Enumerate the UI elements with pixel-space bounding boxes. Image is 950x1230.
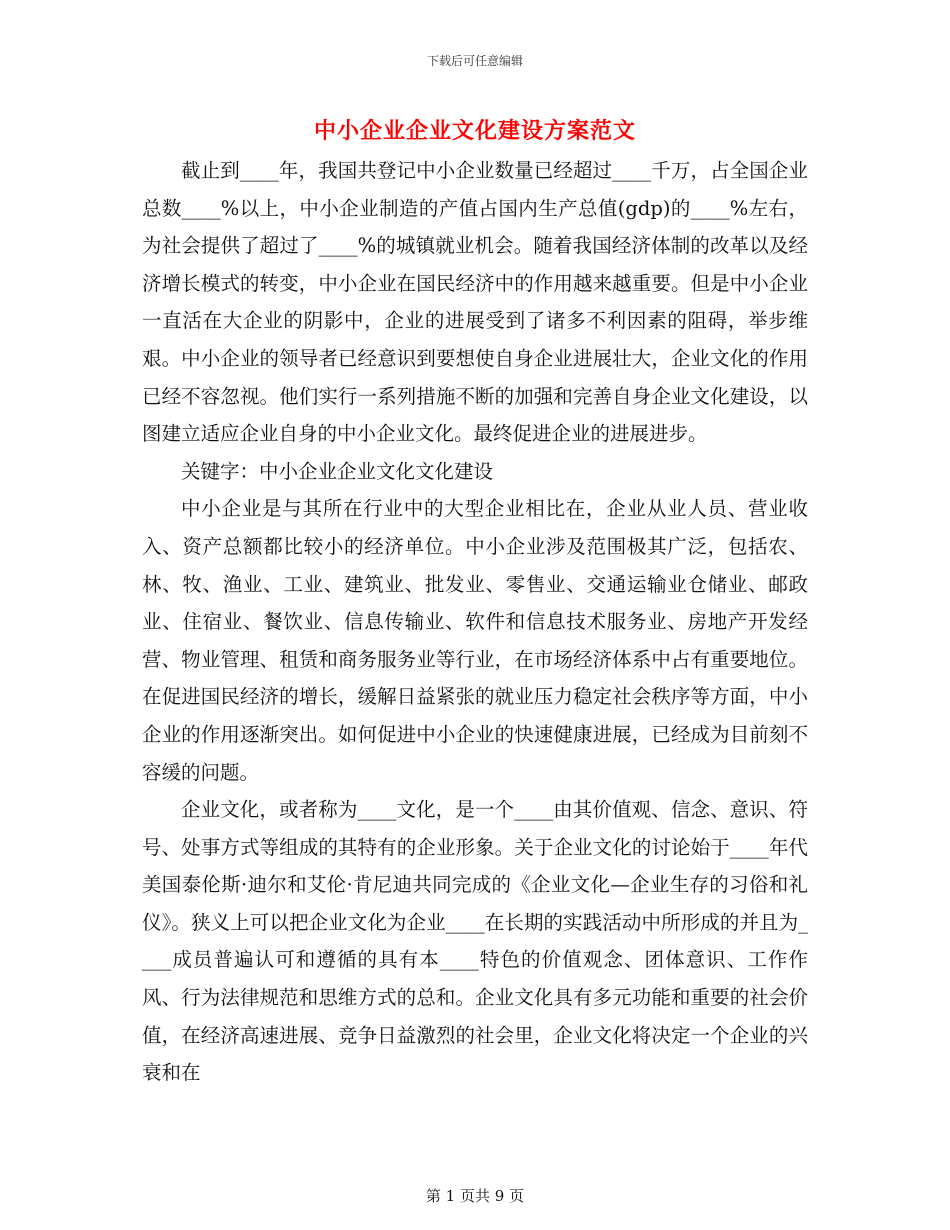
paragraph-intro: 截止到____年，我国共登记中小企业数量已经超过____千万，占全国企业总数____%以上，中小企业制造的产值占国内生产总值(gdp)的____%左右，为社会提供了超过了____%的城镇就业机会。随着我国经济体制的改革以及经济增长模式的转变，中小企业在国民经济中的作用越来越重要。但是中小企业一直活在大企业的阴影中，企业的进展受到了诸多不利因素的阻碍，举步维艰。中小企业的领导者已经意识到要想使自身企业进展壮大，企业文化的作用已经不容忽视。他们实行一系列措施不断的加强和完善自身企业文化建设，以图建立适应企业自身的中小企业文化。最终促进企业的进展进步。 bbox=[142, 159, 808, 446]
paragraph-corporate-culture: 企业文化，或者称为____文化，是一个____由其价值观、信念、意识、符号、处事方式等组成的其特有的企业形象。关于企业文化的讨论始于____年代美国泰伦斯·迪尔和艾伦·肯尼迪共同完成的《企业文化—企业生存的习俗和礼仪》。狭义上可以把企业文化为企业____在长期的实践活动中所形成的并且为____成员普遍认可和遵循的具有本____特色的价值观念、团体意识、工作作风、行为法律规范和思维方式的总和。企业文化具有多元功能和重要的社会价值，在经济高速进展、竞争日益激烈的社会里，企业文化将决定一个企业的兴衰和在 bbox=[142, 798, 808, 1085]
page-header: 下载后可任意编辑 bbox=[426, 54, 523, 68]
paragraph-sme-definition: 中小企业是与其所在行业中的大型企业相比在，企业从业人员、营业收入、资产总额都比较小的经济单位。中小企业涉及范围极其广泛，包括农、林、牧、渔业、工业、建筑业、批发业、零售业、交通运输业仓储业、邮政业、住宿业、餐饮业、信息传输业、软件和信息技术服务业、房地产开发经营、物业管理、租赁和商务服务业等行业，在市场经济体系中占有重要地位。在促进国民经济的增长，缓解日益紧张的就业压力稳定社会秩序等方面，中小企业的作用逐渐突出。如何促进中小企业的快速健康进展，已经成为目前刻不容缓的问题。 bbox=[142, 497, 808, 784]
document-body bbox=[142, 152, 808, 1092]
paragraph-keywords: 关键字：中小企业企业文化文化建设 bbox=[181, 459, 494, 483]
document-title: 中小企业企业文化建设方案范文 bbox=[313, 118, 636, 144]
page-footer: 第 1 页共 9 页 bbox=[425, 1187, 525, 1205]
